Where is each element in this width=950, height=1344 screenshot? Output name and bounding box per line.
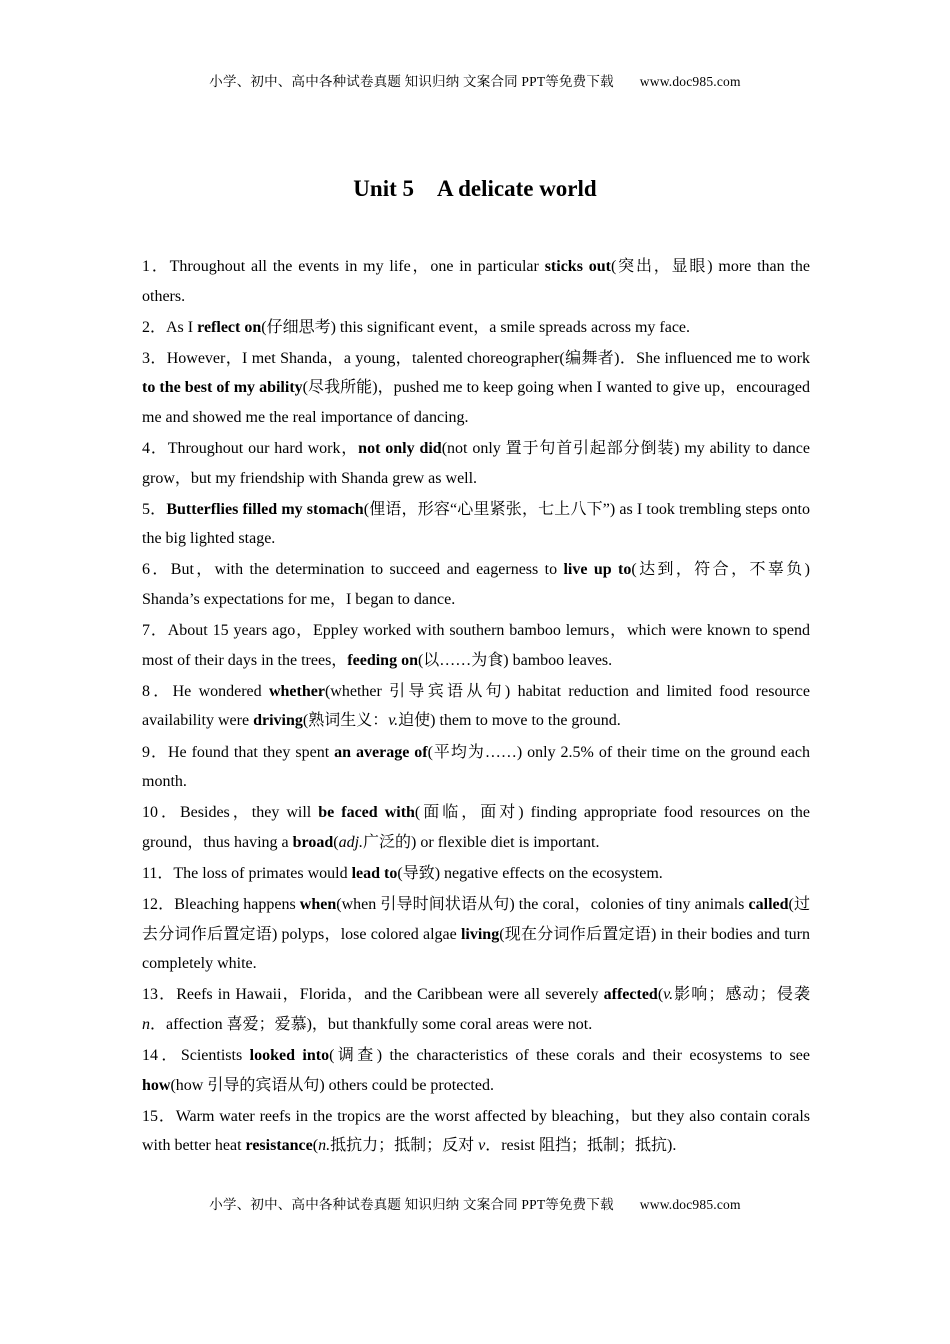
sentence-item: [142, 677, 810, 736]
highlight-phrase: looked into: [249, 1046, 330, 1064]
sentence-item: [142, 890, 810, 979]
sentence-text: (仔细思考) this significant event，a smile spreads across my face.: [261, 318, 691, 336]
sentence-text: (平均为……) only 2.5% of their time on the ground each month.: [142, 743, 810, 791]
highlight-phrase: be faced with: [318, 804, 415, 822]
sentence-text: (: [312, 1137, 319, 1155]
highlight-phrase: feeding on: [347, 651, 418, 669]
highlight-phrase: affected: [603, 986, 658, 1004]
sentence-text: (达到，符合，不辜负) Shanda’s expectations for me，I began to dance.: [142, 561, 810, 609]
sentence-item: [142, 616, 810, 675]
header-url: www.doc985.com: [639, 74, 741, 89]
sentence-item: [142, 859, 810, 889]
highlight-phrase: resistance: [245, 1137, 313, 1155]
sentence-text: 5．: [142, 500, 167, 518]
sentence-text: 7．About 15 years ago，Eppley worked with southern bamboo lemurs，which were known to spend most of their days in the trees，: [142, 622, 810, 669]
sentence-text: (尽我所能)，pushed me to keep going when I wanted to give up，encouraged me and showed me the real importance of dancing.: [142, 379, 810, 426]
header-text: 小学、初中、高中各种试卷真题 知识归纳 文案合同 PPT等免费下载: [209, 74, 614, 89]
sentence-text: (面临，面对) finding appropriate food resources on the ground，thus having a: [142, 804, 810, 851]
highlight-phrase: called: [748, 895, 789, 913]
highlight-phrase: to the best of my ability: [142, 379, 303, 397]
highlight-phrase: lead to: [351, 864, 398, 882]
sentence-text: (调查) the characteristics of these corals and their ecosystems to see: [329, 1046, 810, 1064]
sentence-text: (以……为食) bamboo leaves.: [417, 651, 613, 669]
sentence-item: [142, 798, 810, 857]
highlight-phrase: sticks out: [544, 258, 611, 275]
sentence-text: n: [142, 1015, 150, 1033]
sentence-text: (: [657, 986, 664, 1004]
highlight-phrase: reflect on: [197, 318, 262, 336]
page-title: Unit 5 A delicate world: [353, 176, 597, 201]
sentence-text: (when 引导时间状语从句) the coral，colonies of tiny animals: [336, 895, 749, 913]
sentence-text: 12．Bleaching happens: [142, 895, 300, 913]
sentence-text: n.: [318, 1137, 331, 1155]
sentence-list: [142, 252, 810, 1162]
sentence-item: [142, 555, 810, 614]
sentence-text: 影响；感动；侵袭: [673, 986, 810, 1004]
highlight-phrase: when: [299, 895, 337, 913]
sentence-item: [142, 1102, 810, 1161]
page-header: [0, 70, 950, 90]
sentence-text: 6．But，with the determination to succeed and eagerness to: [142, 561, 564, 579]
sentence-text: (whether 引导宾语从句) habitat reduction and limited food resource availability were: [142, 682, 810, 730]
sentence-item: [142, 313, 810, 343]
page-footer: [0, 1193, 950, 1213]
sentence-text: (how 引导的宾语从句) others could be protected.: [170, 1076, 494, 1094]
sentence-text: (not only 置于句首引起部分倒装) my ability to dance grow，but my friendship with Shanda grew as well.: [142, 440, 810, 487]
sentence-item: [142, 1041, 810, 1100]
sentence-text: (熟词生义：: [302, 712, 389, 730]
sentence-text: 3．However，I met Shanda，a young，talented choreographer(编舞者)．She influenced me to work: [142, 349, 810, 367]
sentence-text: 抵抗力；抵制；反对: [330, 1137, 479, 1155]
sentence-item: [142, 980, 810, 1039]
highlight-phrase: whether: [268, 682, 325, 700]
sentence-text: 2．As I: [142, 318, 198, 336]
highlight-phrase: an average of: [334, 743, 428, 761]
sentence-text: 8．He wondered: [142, 682, 269, 700]
sentence-text: 15．Warm water reefs in the tropics are the worst affected by bleaching，but they also contain corals with better heat: [142, 1107, 810, 1155]
sentence-text: 13．Reefs in Hawaii，Florida，and the Caribbean were all severely: [142, 986, 604, 1004]
sentence-text: (突出，显眼) more than the others.: [142, 258, 810, 305]
highlight-phrase: broad: [292, 833, 334, 851]
highlight-phrase: living: [460, 925, 500, 943]
sentence-text: 1．Throughout all the events in my life，one in particular: [142, 258, 545, 275]
sentence-text: v.: [663, 986, 674, 1004]
footer-text: 小学、初中、高中各种试卷真题 知识归纳 文案合同 PPT等免费下载: [209, 1197, 614, 1212]
sentence-text: (俚语，形容“心里紧张，七上八下”) as I took trembling steps onto the big lighted stage.: [142, 500, 810, 548]
highlight-phrase: driving: [253, 712, 303, 730]
footer-url: www.doc985.com: [639, 1197, 741, 1212]
sentence-text: (现在分词作后置定语) in their bodies and turn completely white.: [142, 925, 810, 973]
highlight-phrase: live up to: [563, 561, 632, 579]
sentence-text: v: [478, 1137, 486, 1155]
sentence-text: (: [333, 833, 339, 851]
highlight-phrase: how: [142, 1076, 171, 1094]
highlight-phrase: not only did: [358, 440, 442, 458]
sentence-text: ．resist 阻挡；抵制；抵抗).: [485, 1137, 677, 1155]
sentence-text: v.: [388, 712, 399, 730]
sentence-text: (导致) negative effects on the ecosystem.: [397, 864, 663, 882]
sentence-text: 迫使) them to move to the ground.: [398, 712, 621, 730]
sentence-text: 广泛的) or flexible diet is important.: [363, 833, 600, 851]
sentence-item: [142, 344, 810, 433]
highlight-phrase: Butterflies filled my stomach: [166, 500, 364, 518]
sentence-text: ．affection 喜爱；爱慕)，but thankfully some coral areas were not.: [150, 1015, 593, 1033]
sentence-text: 14．Scientists: [142, 1046, 250, 1064]
sentence-item: [142, 738, 810, 797]
sentence-text: 9．He found that they spent: [142, 743, 335, 761]
sentence-text: adj.: [338, 833, 364, 851]
sentence-item: [142, 434, 810, 493]
sentence-item: [142, 252, 810, 311]
sentence-text: 10．Besides，they will: [142, 804, 319, 822]
sentence-text: 4．Throughout our hard work，: [142, 440, 359, 458]
sentence-text: (过去分词作后置定语) polyps，lose colored algae: [142, 895, 810, 943]
sentence-item: [142, 495, 810, 554]
sentence-text: 11．The loss of primates would: [142, 864, 352, 882]
